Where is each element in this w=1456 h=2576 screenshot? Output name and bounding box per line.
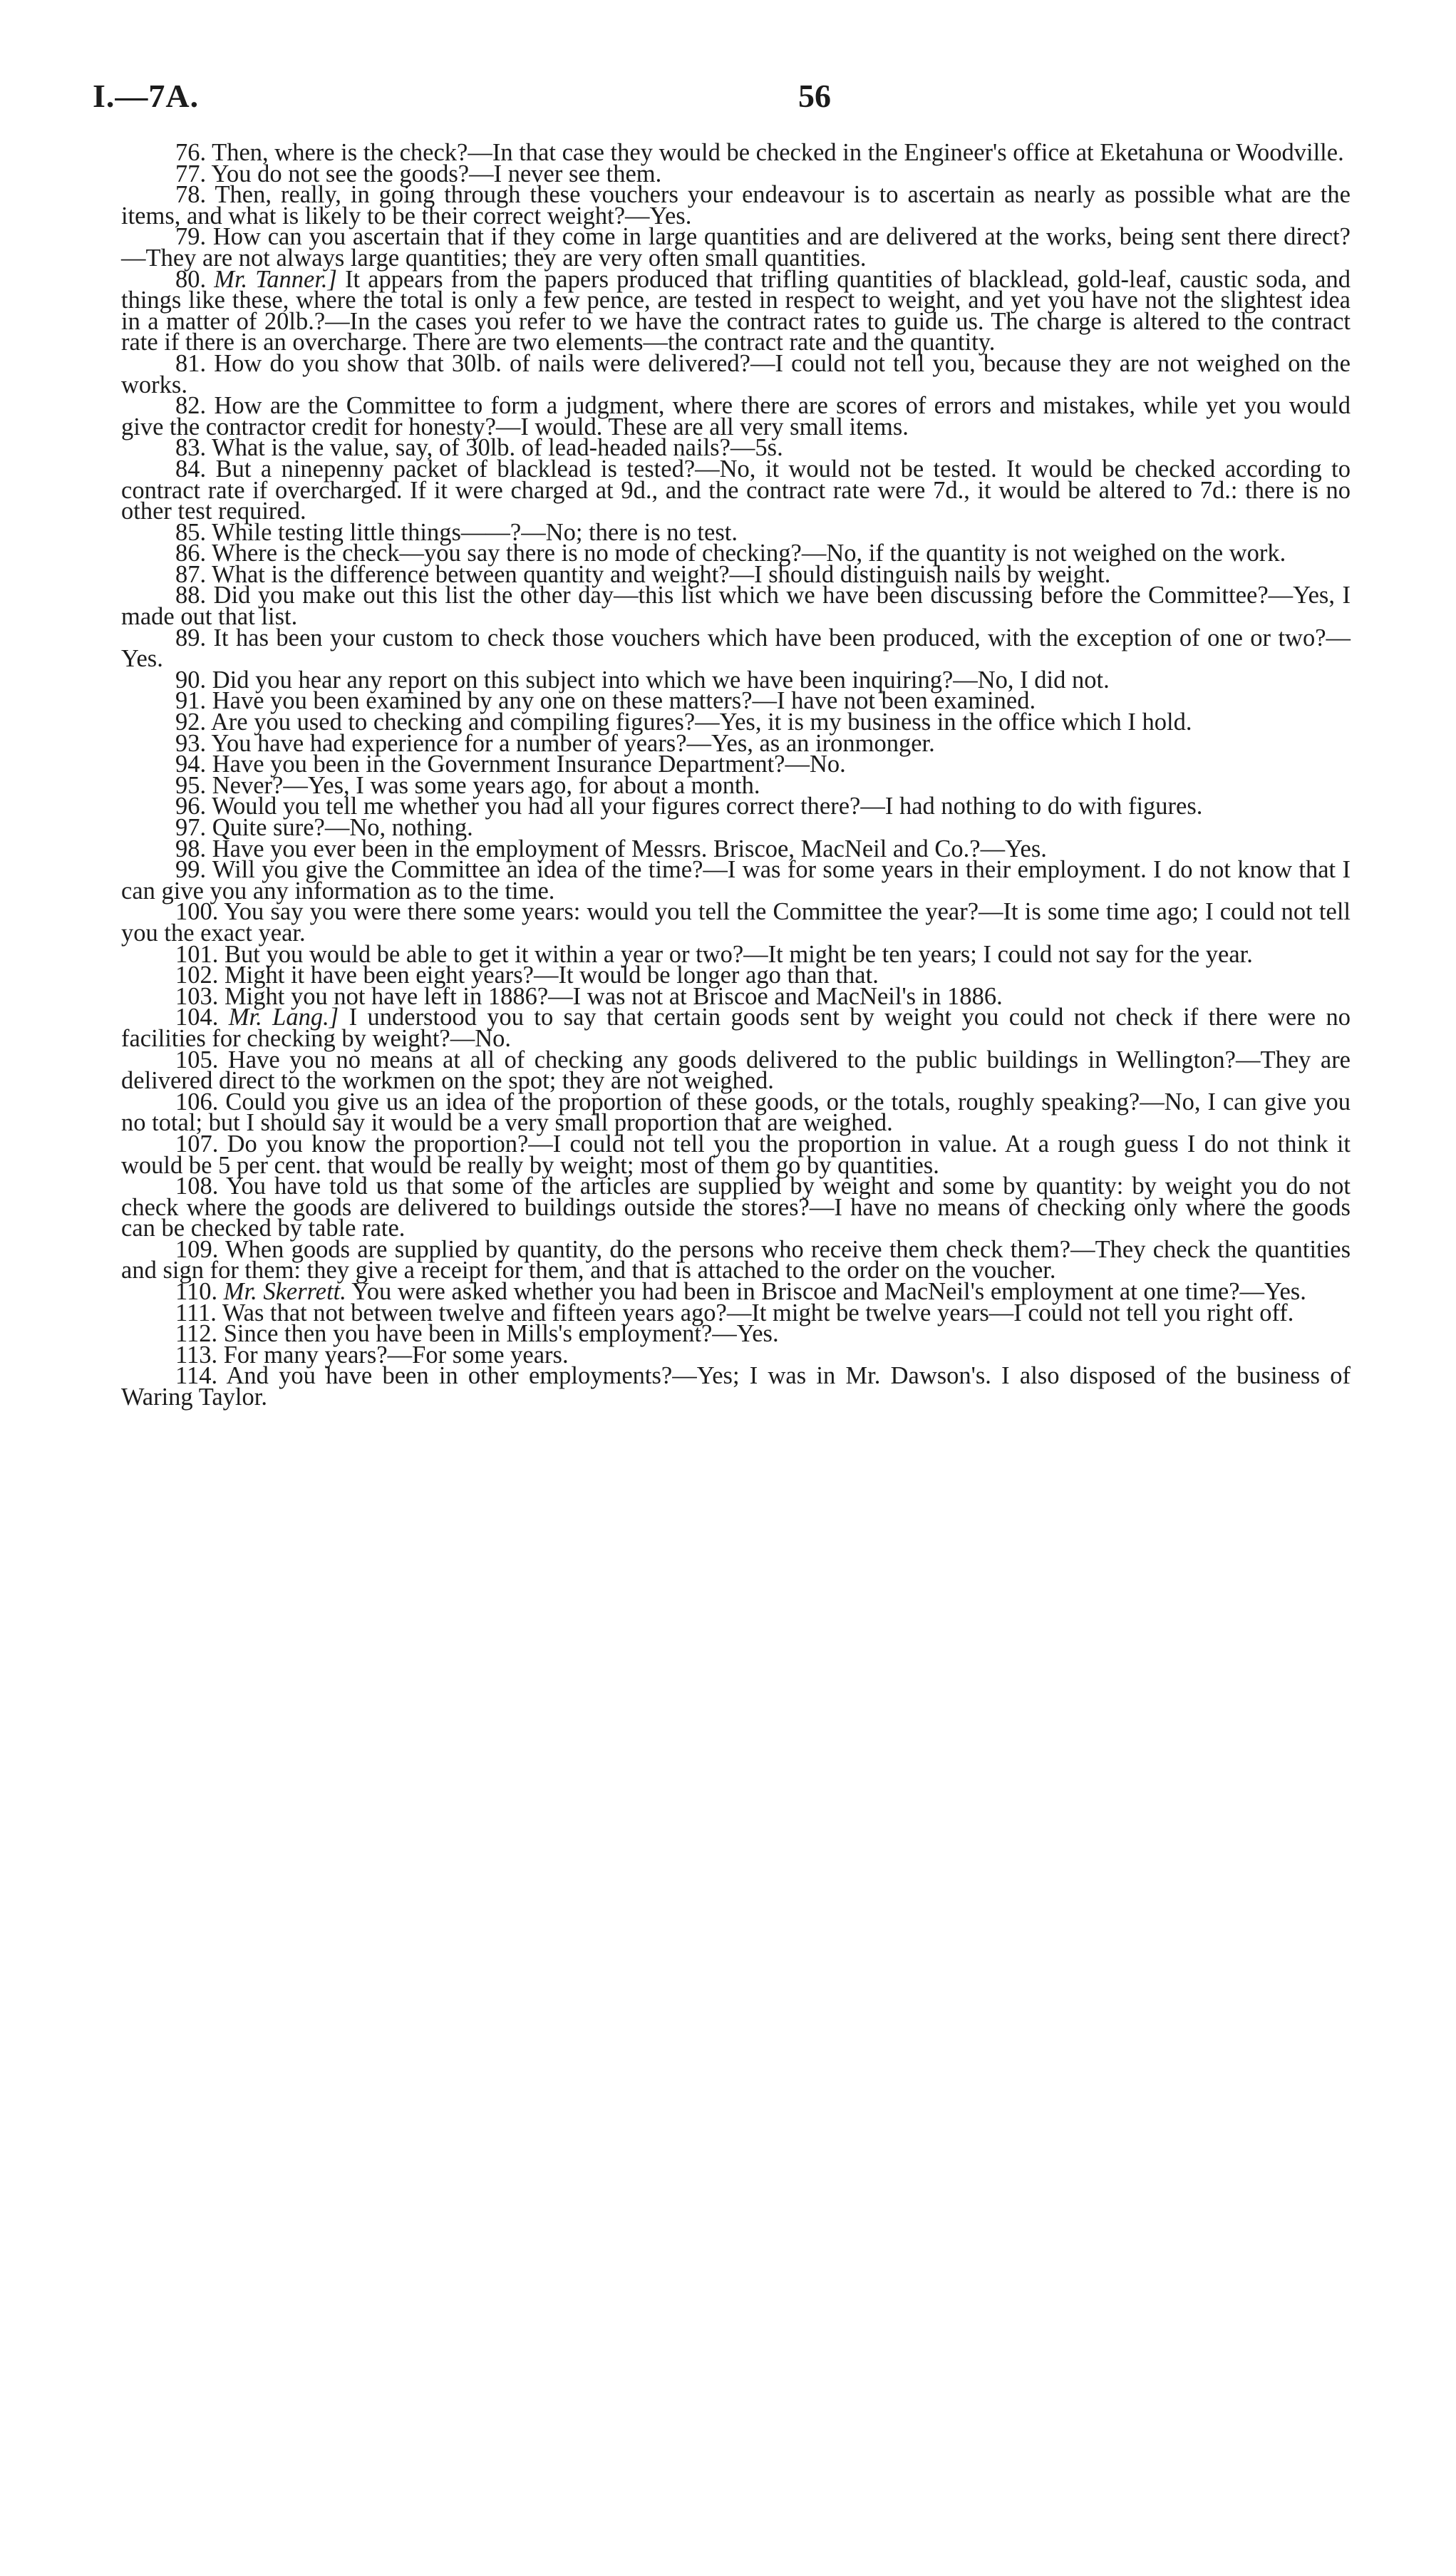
question-answer-text: Was that not between twelve and fifteen years ago?—It might be twelve years—I could not tell you right off. — [222, 1299, 1294, 1326]
question-answer-text: Have you been examined by any one on these matters?—I have not been examined. — [212, 687, 1036, 715]
question-number: 87. — [175, 560, 207, 588]
question-number: 81. — [175, 349, 207, 377]
question-answer-text: What is the difference between quantity and weight?—I should distinguish nails by weight. — [212, 560, 1111, 588]
question-answer-text: You say you were there some years: would you tell the Committee the year?—It is some time ago; I could not tell you the exact year. — [121, 898, 1351, 947]
question-number: 94. — [175, 751, 207, 778]
question-number: 93. — [175, 729, 207, 757]
question-number: 89. — [175, 624, 207, 651]
question-answer-text: How are the Committee to form a judgment, where there are scores of errors and mistakes, while yet you would give the contractor credit for honesty?—I would. These are all very small items. — [121, 392, 1351, 441]
question-answer-text: Might it have been eight years?—It would be longer ago than that. — [224, 962, 879, 989]
question-answer-entry — [121, 181, 1351, 230]
question-number: 95. — [175, 771, 207, 799]
question-answer-text: Where is the check—you say there is no mode of checking?—No, if the quantity is not weighed on the work. — [212, 540, 1286, 567]
question-answer-text: Might you not have left in 1886?—I was not at Briscoe and MacNeil's in 1886. — [224, 982, 1003, 1010]
question-number: 99. — [175, 856, 207, 884]
question-number: 76. — [175, 139, 207, 166]
question-answer-text: Could you give us an idea of the proportion of these goods, or the totals, roughly speaking?—No, I can give you no total; but I should say it would be a very small proportion that are weighed. — [121, 1088, 1351, 1137]
question-answer-entry — [121, 1130, 1351, 1179]
question-answer-entry — [121, 1004, 1351, 1052]
question-number: 100. — [175, 898, 219, 926]
question-answer-text: It has been your custom to check those vouchers which have been produced, with the exception of one or two?—Yes. — [121, 624, 1351, 673]
question-number: 82. — [175, 392, 207, 420]
question-number: 103. — [175, 982, 219, 1010]
question-answer-text: You were asked whether you had been in Briscoe and MacNeil's employment at one time?—Yes. — [351, 1278, 1306, 1306]
question-number: 85. — [175, 518, 207, 546]
question-answer-text: Have you been in the Government Insurance Department?—No. — [212, 751, 846, 778]
question-answer-text: And you have been in other employments?—Yes; I was in Mr. Dawson's. I also disposed of the business of Waring Taylor. — [121, 1362, 1351, 1411]
question-answer-text: Will you give the Committee an idea of the time?—I was for some years in their employment. I do not know that I can give you any information as to the time. — [121, 856, 1351, 905]
question-number: 107. — [175, 1130, 219, 1158]
question-answer-entry — [121, 1046, 1351, 1095]
question-answer-text: For many years?—For some years. — [223, 1341, 569, 1369]
question-answer-text: It appears from the papers produced that trifling quantities of blacklead, gold-leaf, caustic soda, and things like these, where the total is only a few pence, are tested in respect to weight, and yet you have not the slightest idea in a matter of 20lb.?—In the cases you refer to we have the contract rates to guide us. The charge is altered to the contract rate if there is an overcharge. There are two elements—the contract rate and the quantity. — [121, 265, 1351, 356]
question-number: 111. — [175, 1299, 217, 1326]
question-answer-text: But a ninepenny packet of blacklead is tested?—No, it would not be tested. It would be checked according to contract rate if overcharged. If it were charged at 9d., and the contract rate were 7d., it would be altered to 7d.: there is no other test required. — [121, 455, 1351, 525]
question-number: 79. — [175, 223, 207, 251]
question-answer-text: Then, really, in going through these vouchers your endeavour is to ascertain as nearly as possible what are the items, and what is likely to be their correct weight?—Yes. — [121, 181, 1351, 230]
question-answer-text: Quite sure?—No, nothing. — [212, 814, 473, 841]
question-answer-text: Never?—Yes, I was some years ago, for about a month. — [212, 771, 760, 799]
question-answer-text: What is the value, say, of 30lb. of lead-headed nails?—5s. — [212, 434, 783, 462]
question-answer-entry — [121, 856, 1351, 905]
question-answer-text: You have had experience for a number of years?—Yes, as an ironmonger. — [211, 729, 935, 757]
question-answer-entry — [121, 582, 1351, 631]
document-reference: I.—7A. — [93, 78, 200, 114]
question-answer-text: Since then you have been in Mills's employment?—Yes. — [223, 1320, 779, 1348]
question-answer-text: Have you ever been in the employment of Messrs. Briscoe, MacNeil and Co.?—Yes. — [212, 835, 1047, 862]
question-answer-text: How do you show that 30lb. of nails were delivered?—I could not tell you, because they are not weighed on the works. — [121, 349, 1351, 398]
question-answer-text: While testing little things——?—No; there is no test. — [212, 518, 738, 546]
speaker-name: Mr. Skerrett. — [223, 1278, 346, 1306]
question-number: 83. — [175, 434, 207, 462]
question-number: 108. — [175, 1173, 219, 1200]
question-answer-text: How can you ascertain that if they come in large quantities and are delivered at the works, being sent there direct?—They are not always large quantities; they are very often small quantities. — [121, 223, 1351, 272]
question-number: 80. — [175, 265, 207, 293]
question-number: 84. — [175, 455, 207, 483]
question-answer-entry — [121, 349, 1351, 398]
question-number: 96. — [175, 793, 207, 820]
question-number: 114. — [175, 1362, 218, 1390]
question-answer-text: I understood you to say that certain goods sent by weight you could not check if there were no facilities for checking by weight?—No. — [121, 1004, 1351, 1052]
question-answer-text: But you would be able to get it within a year or two?—It might be ten years; I could not say for the year. — [224, 940, 1253, 968]
question-number: 102. — [175, 962, 219, 989]
question-answer-text: Have you no means at all of checking any goods delivered to the public buildings in Wellington?—They are delivered direct to the workmen on the spot; they are not weighed. — [121, 1046, 1351, 1095]
page-header — [93, 77, 1368, 127]
question-answer-text: Then, where is the check?—In that case they would be checked in the Engineer's office at Eketahuna or Woodville. — [212, 139, 1344, 166]
question-answer-entry — [121, 223, 1351, 272]
question-answer-text: Did you make out this list the other day—this list which we have been discussing before the Committee?—Yes, I made out that list. — [121, 582, 1351, 631]
question-answer-entry — [121, 1235, 1351, 1284]
question-answer-entry — [121, 1088, 1351, 1137]
question-answer-entry — [121, 898, 1351, 947]
question-number: 88. — [175, 582, 207, 609]
question-number: 104. — [175, 1004, 219, 1031]
question-number: 112. — [175, 1320, 218, 1348]
question-number: 106. — [175, 1088, 219, 1116]
question-number: 110. — [175, 1278, 218, 1306]
question-answer-entry — [121, 265, 1351, 356]
question-answer-text: Do you know the proportion?—I could not tell you the proportion in value. At a rough guess I do not think it would be 5 per cent. that would be really by weight; most of them go by quantities. — [121, 1130, 1351, 1179]
question-answer-text: Would you tell me whether you had all your figures correct there?—I had nothing to do with figures. — [212, 793, 1203, 820]
evidence-transcript — [121, 139, 1351, 1411]
speaker-name: Mr. Tanner.] — [214, 265, 337, 293]
question-answer-text: Did you hear any report on this subject into which we have been inquiring?—No, I did not. — [212, 666, 1110, 694]
question-number: 86. — [175, 540, 207, 567]
question-number: 92. — [175, 709, 207, 736]
speaker-name: Mr. Lang.] — [228, 1004, 339, 1031]
question-number: 77. — [175, 160, 207, 187]
question-answer-entry — [121, 392, 1351, 441]
question-number: 98. — [175, 835, 207, 862]
question-number: 91. — [175, 687, 207, 715]
question-number: 113. — [175, 1341, 218, 1369]
question-number: 78. — [175, 181, 207, 209]
question-number: 101. — [175, 940, 219, 968]
page-number: 56 — [798, 78, 831, 114]
question-number: 97. — [175, 814, 207, 841]
question-number: 90. — [175, 666, 207, 694]
question-answer-entry — [121, 1362, 1351, 1411]
question-answer-entry — [121, 1173, 1351, 1242]
question-answer-entry — [121, 624, 1351, 673]
question-answer-text: Are you used to checking and compiling figures?—Yes, it is my business in the office which I hold. — [210, 709, 1192, 736]
question-answer-text: When goods are supplied by quantity, do the persons who receive them check them?—They check the quantities and sign for them: they give a receipt for them, and that is attached to the order on the voucher. — [121, 1235, 1351, 1284]
question-answer-entry — [121, 455, 1351, 525]
question-answer-text: You do not see the goods?—I never see them. — [211, 160, 662, 187]
question-number: 105. — [175, 1046, 219, 1073]
question-number: 109. — [175, 1235, 219, 1263]
question-answer-text: You have told us that some of the articles are supplied by weight and some by quantity: by weight you do not check where the goods are delivered to buildings outside the stores?—I have no means of checking only where the goods can be checked by table rate. — [121, 1173, 1351, 1242]
